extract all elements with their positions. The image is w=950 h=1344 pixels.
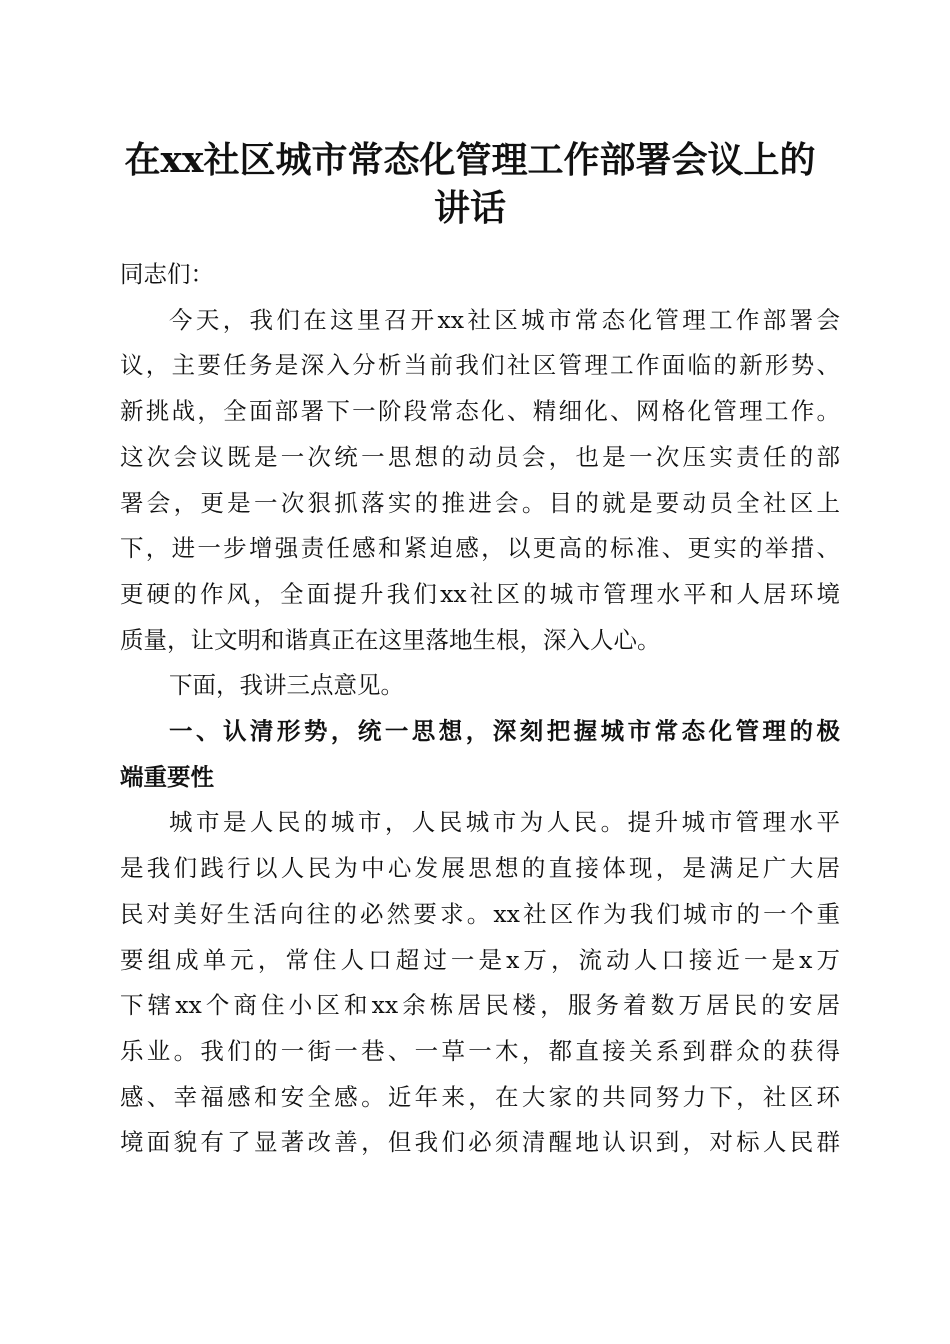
title-line: 在xx社区城市常态化管理工作部署会议上的: [124, 139, 816, 181]
text-line: 城市是人民的城市，人民城市为人民。提升城市管理水平: [169, 808, 840, 837]
text-line: 要组成单元，常住人口超过一是x万，流动人口接近一是x万: [120, 945, 840, 974]
text-line: 乐业。我们的一街一巷、一草一木，都直接关系到群众的获得: [120, 1036, 840, 1065]
text-line: 署会，更是一次狠抓落实的推进会。目的就是要动员全社区上: [120, 488, 840, 517]
title-line: 讲话: [433, 187, 506, 229]
text-line: 更硬的作风，全面提升我们xx社区的城市管理水平和人居环境: [120, 579, 840, 608]
heading-line: 一、认清形势，统一思想，深刻把握城市常态化管理的极: [169, 717, 840, 746]
text-line: 是我们践行以人民为中心发展思想的直接体现，是满足广大居: [120, 854, 840, 883]
text-line: 今天，我们在这里召开xx社区城市常态化管理工作部署会: [169, 305, 840, 334]
text-line: 下面，我讲三点意见。: [169, 671, 404, 700]
paragraph-opening: [120, 298, 840, 664]
text-line: 境面貌有了显著改善，但我们必须清醒地认识到，对标人民群: [120, 1128, 840, 1157]
text-line: 下辖xx个商住小区和xx余栋居民楼，服务着数万居民的安居: [120, 991, 840, 1020]
heading-line: 端重要性: [120, 762, 214, 791]
section-heading-1: [120, 709, 840, 800]
text-line: 下，进一步增强责任感和紧迫感，以更高的标准、更实的举措、: [120, 534, 840, 563]
text-line: 新挑战，全面部署下一阶段常态化、精细化、网格化管理工作。: [120, 397, 840, 426]
document-title: [100, 136, 840, 232]
paragraph-section-1: [120, 800, 840, 1166]
text-line: 民对美好生活向往的必然要求。xx社区作为我们城市的一个重: [120, 899, 840, 928]
paragraph-intro: [120, 663, 840, 709]
salutation: 同志们：: [120, 260, 214, 288]
document-body: [120, 252, 840, 1166]
text-line: 感、幸福感和安全感。近年来，在大家的共同努力下，社区环: [120, 1082, 840, 1111]
text-line: 议，主要任务是深入分析当前我们社区管理工作面临的新形势、: [120, 351, 840, 380]
text-line: 质量，让文明和谐真正在这里落地生根，深入人心。: [120, 625, 661, 654]
text-line: 这次会议既是一次统一思想的动员会，也是一次压实责任的部: [120, 442, 840, 471]
